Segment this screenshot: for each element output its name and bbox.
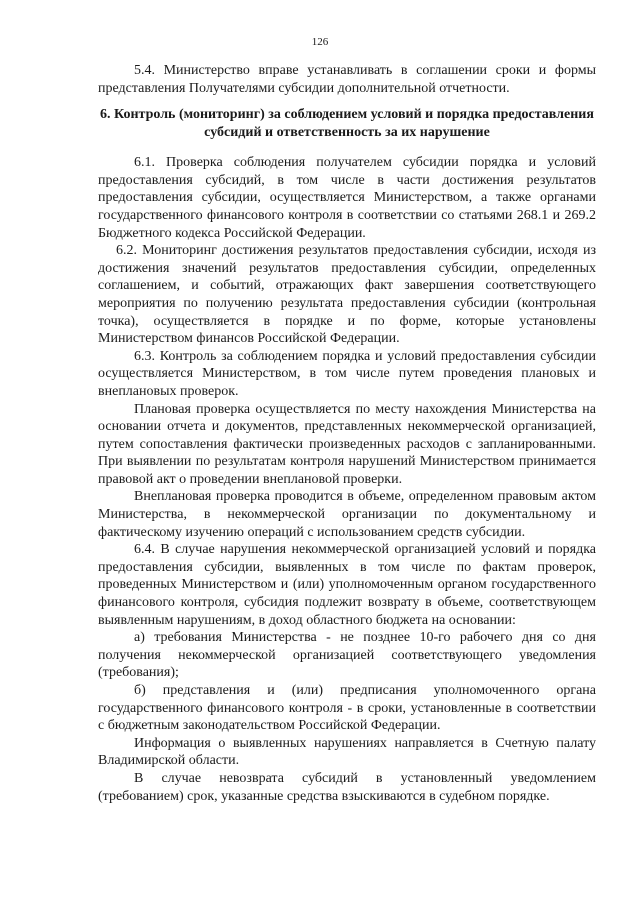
document-body (98, 62, 596, 805)
section-heading: 6. Контроль (мониторинг) за соблюдением условий и порядка предоставления субсидий и ответственность за их нарушение (100, 107, 594, 141)
paragraph-6-4-a: а) требования Министерства - не позднее 10-го рабочего дня со дня получения некоммерческой организацией соответствующего уведомления (требования); (98, 630, 596, 681)
paragraph-6-4-b: б) представления и (или) предписания уполномоченного органа государственного финансового контроля - в сроки, установленные в соответствии с бюджетным законодательством Российской Федерации. (98, 683, 596, 734)
paragraph-6-2: 6.2. Мониторинг достижения результатов предоставления субсидии, исходя из достижения значений результатов предоставления субсидии, определенных соглашением, и событий, отражающих факт завершения соответствующего мероприятия по получению результата предоставления субсидии (контрольная точка), осуществляется в порядке и по форме, которые установлены Министерством финансов Российской Федерации. (98, 243, 596, 347)
paragraph-planned-check: Плановая проверка осуществляется по месту нахождения Министерства на основании отчета и документов, представленных некоммерческой организацией, путем сопоставления фактически произведенных расходов с запланированными. При выявлении по результатам контроля нарушений Министерством принимается правовой акт о проведении внеплановой проверки. (98, 401, 596, 487)
paragraph-non-return: В случае невозврата субсидий в установленный уведомлением (требованием) срок, указанные средства взыскиваются в судебном порядке. (98, 770, 596, 804)
paragraph-6-4: 6.4. В случае нарушения некоммерческой организацией условий и порядка предоставления субсидии, выявленных в том числе по фактам проверок, проведенных Министерством и (или) уполномоченным органом государственного финансового контроля, субсидия подлежит возврату в объеме, соответствующем выявленным нарушениям, в доход областного бюджета на основании: (98, 542, 596, 628)
paragraph-6-3: 6.3. Контроль за соблюдением порядка и условий предоставления субсидии осуществляется Министерством, в том числе путем проведения плановых и внеплановых проверок. (98, 348, 596, 399)
paragraph-violations-info: Информация о выявленных нарушениях направляется в Счетную палату Владимирской области. (98, 735, 596, 769)
paragraph-6-1: 6.1. Проверка соблюдения получателем субсидии порядка и условий предоставления субсидий, в том числе в части достижения результатов предоставления субсидии, осуществляется Министерством, а также органами государственного финансового контроля в соответствии со статьями 268.1 и 269.2 Бюджетного кодекса Российской Федерации. (98, 155, 596, 241)
paragraph-5-4: 5.4. Министерство вправе устанавливать в соглашении сроки и формы представления Получателями субсидии дополнительной отчетности. (98, 63, 596, 96)
page-number: 126 (311, 36, 329, 48)
paragraph-unplanned-check: Внеплановая проверка проводится в объеме, определенном правовым актом Министерства, в некоммерческой организации по документальному и фактическому изучению операций с использованием средств субсидии. (98, 489, 596, 540)
